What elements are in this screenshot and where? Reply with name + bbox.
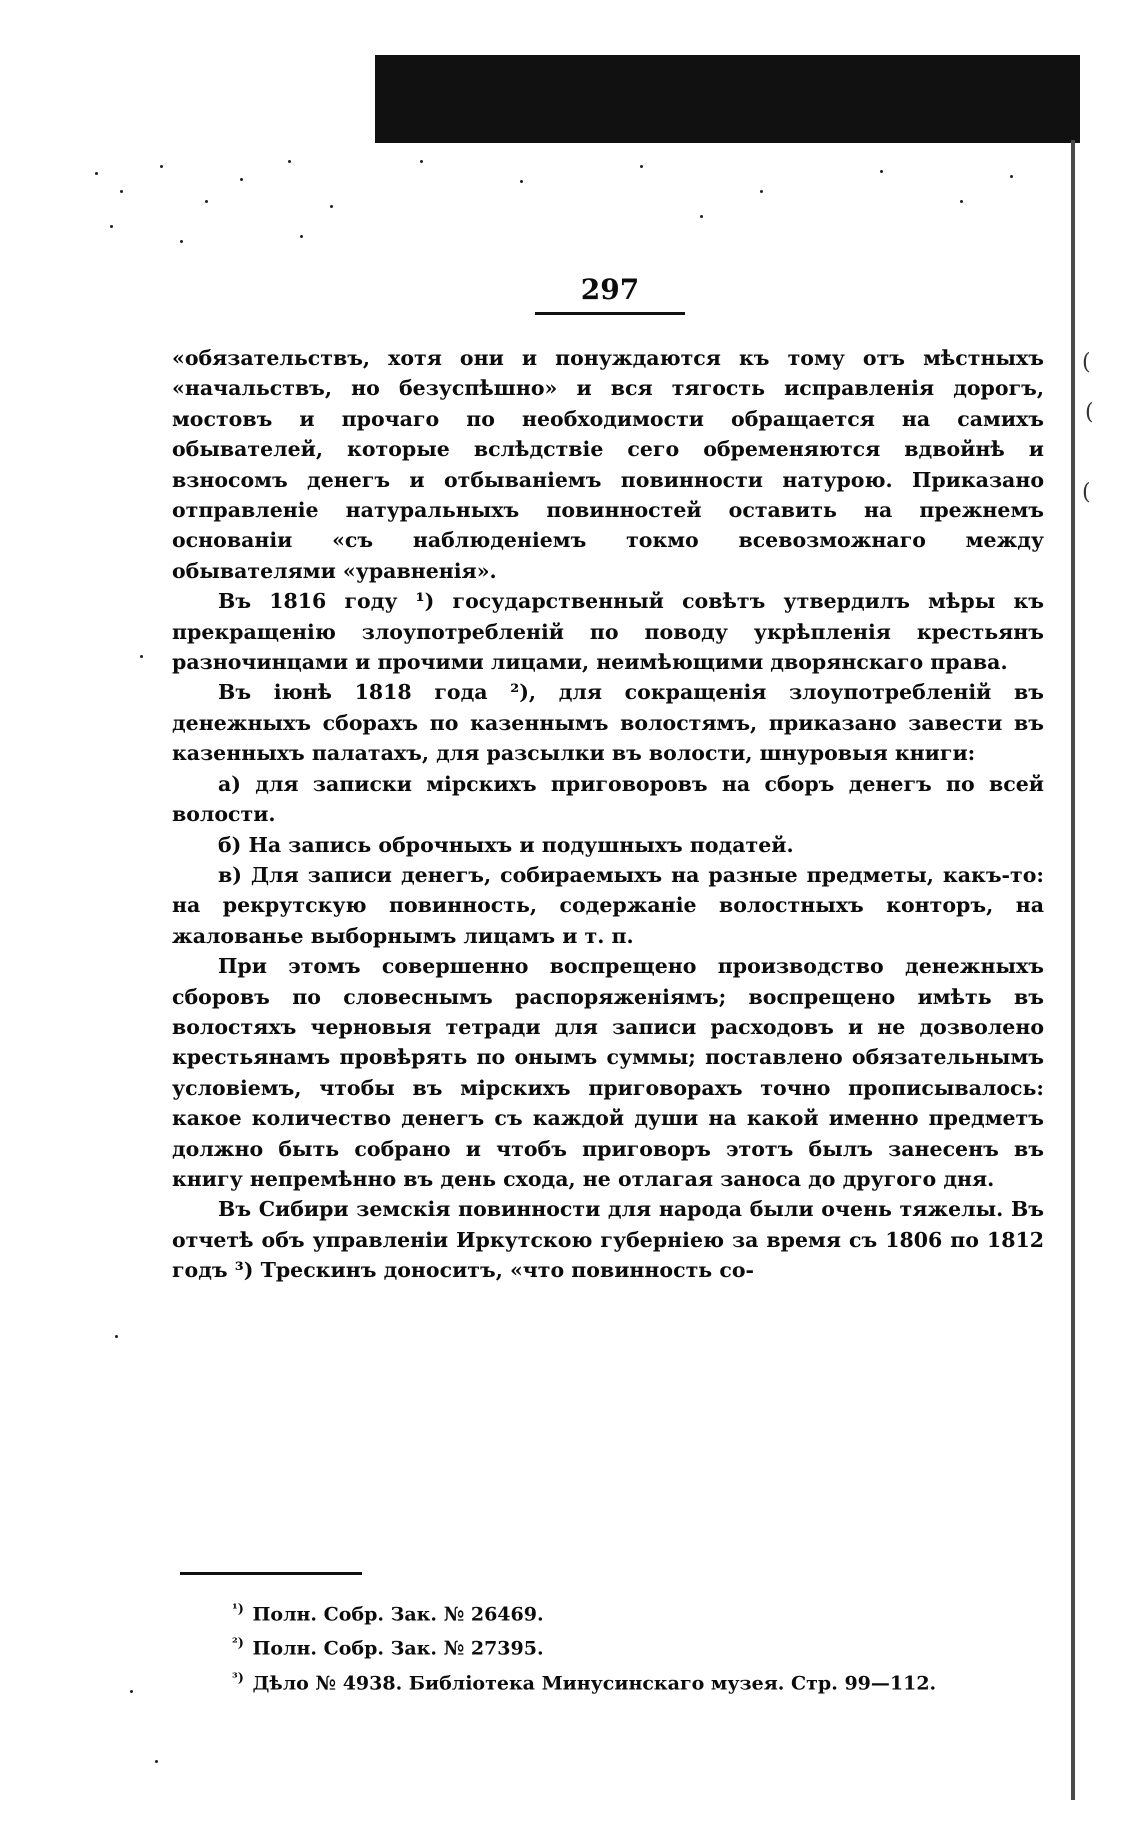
footnote [232,1629,1032,1663]
body-text [172,343,1044,1286]
footnote-mark: ²) [232,1636,244,1652]
footnote-mark: ¹) [232,1602,244,1617]
footnote-mark: ³) [232,1670,244,1686]
footnote-rule [180,1572,362,1575]
scan-dark-band [375,55,1080,143]
paragraph: Въ іюнѣ 1818 года ²), для сокращенія злоупотребленій въ денежныхъ сборахъ по казеннымъ волостямъ, приказано завести въ казенныхъ палатахъ, для разсылки въ волости, шнуровыя книги: [172,680,1044,766]
footnote-text: Полн. Собр. Зак. № 27395. [252,1637,544,1660]
footnote [232,1664,1032,1698]
margin-mark: ( [1082,350,1091,375]
paragraph: Въ 1816 году ¹) государственный совѣтъ утвердилъ мѣры къ прекращенію злоупотребленій по поводу укрѣпленія крестьянъ разночинцами и прочими лицами, неимѣющими дворянскаго права. [172,589,1044,675]
list-item: а) для записки мірскихъ приговоровъ на сборъ денегъ по всей волости. [172,771,1044,827]
footnotes [232,1595,1032,1698]
paragraph: При этомъ совершенно воспрещено производство денежныхъ сборовъ по словеснымъ распоряженіямъ; воспрещено имѣть въ волостяхъ черновыя тетради для записи расходовъ и не дозволено крестьянамъ провѣрять по онымъ суммы; поставлено обязательнымъ условіемъ, чтобы въ мірскихъ приговорахъ точно прописывалось: какое количество денегъ съ каждой души на какой именно предметъ должно быть собрано и чтобъ приговоръ этотъ былъ занесенъ въ книгу непремѣнно въ день схода, не отлагая заноса до другого дня. [172,954,1044,1191]
list-item: в) Для записи денегъ, собираемыхъ на разные предметы, какъ-то: на рекрутскую повинность, содержаніе волостныхъ конторъ, на жалованье выборнымъ лицамъ и т. п. [172,862,1044,948]
paragraph: «обязательствъ, хотя они и понуждаются къ тому отъ мѣстныхъ «начальствъ, но безуспѣшно» и вся тягость исправленія дорогъ, мостовъ и прочаго по необходимости обращается на самихъ обывателей, которые вслѣдствіе сего обременяются вдвойнѣ и взносомъ денегъ и отбываніемъ повинности натурою. Приказано отправленіе натуральныхъ повинностей оставить на прежнемъ основаніи «съ наблюденіемъ токмо всевозможнаго между обывателями «уравненія». [172,346,1044,583]
footnote-text: Дѣло № 4938. Библіотека Минусинскаго музея. Стр. 99—112. [252,1671,937,1694]
page-number-rule [535,312,685,315]
list-item: б) На запись оброчныхъ и подушныхъ податей. [218,832,794,857]
margin-mark: ( [1082,480,1091,505]
margin-mark: ( [1085,400,1094,425]
footnote [232,1595,1032,1629]
page-edge-shadow [1071,140,1075,1800]
footnote-text: Полн. Собр. Зак. № 26469. [252,1603,544,1626]
paragraph: Въ Сибири земскія повинности для народа были очень тяжелы. Въ отчетѣ объ управленіи Иркутскою губерніею за время съ 1806 по 1812 годъ ³) Трескинъ доноситъ, «что повинность со- [172,1197,1044,1283]
page-number: 297 [580,273,640,306]
